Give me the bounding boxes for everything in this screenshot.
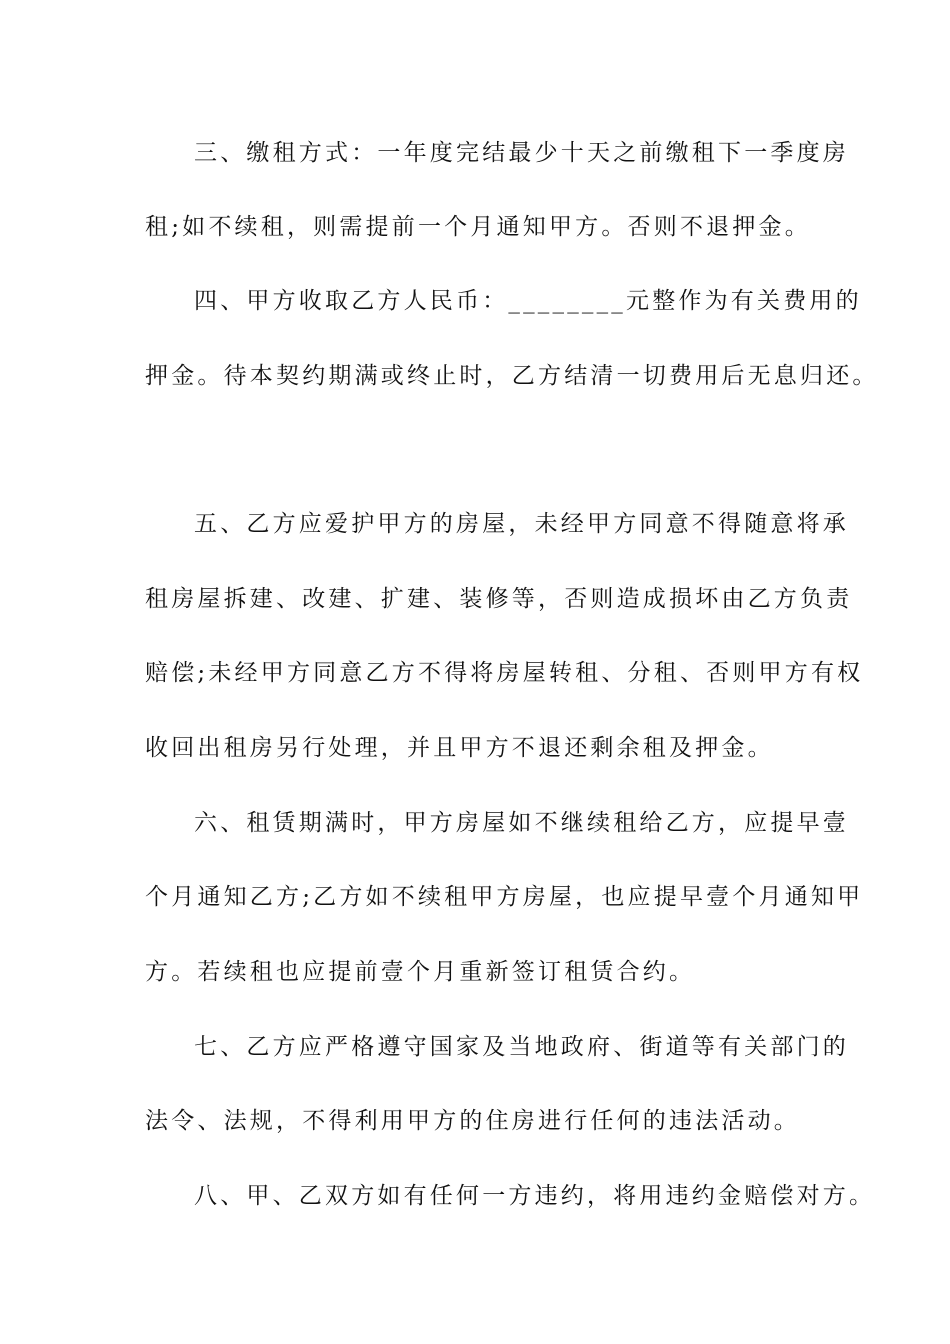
clause-7-line-1: 七、乙方应严格遵守国家及当地政府、街道等有关部门的 bbox=[194, 1034, 849, 1060]
clause-6-line-3: 方。若续租也应提前壹个月重新签订租赁合约。 bbox=[145, 959, 696, 985]
clause-4-line-1: 四、甲方收取乙方人民币：________元整作为有关费用的 bbox=[194, 288, 862, 314]
clause-3-line-2: 租;如不续租，则需提前一个月通知甲方。否则不退押金。 bbox=[145, 214, 811, 240]
clause-7-line-2: 法令、法规，不得利用甲方的住房进行任何的违法活动。 bbox=[145, 1108, 800, 1134]
clause-4-line-2: 押金。待本契约期满或终止时，乙方结清一切费用后无息归还。 bbox=[145, 363, 879, 389]
clause-3-line-1: 三、缴租方式：一年度完结最少十天之前缴租下一季度房 bbox=[194, 140, 849, 166]
clause-5-line-3: 赔偿;未经甲方同意乙方不得将房屋转租、分租、否则甲方有权 bbox=[145, 660, 864, 686]
clause-6-line-1: 六、租赁期满时，甲方房屋如不继续租给乙方，应提早壹 bbox=[194, 810, 849, 836]
clause-5-line-2: 租房屋拆建、改建、扩建、装修等，否则造成损坏由乙方负责 bbox=[145, 586, 853, 612]
clause-6-line-2: 个月通知乙方;乙方如不续租甲方房屋，也应提早壹个月通知甲 bbox=[145, 884, 864, 910]
clause-8-line-1: 八、甲、乙双方如有任何一方违约，将用违约金赔偿对方。 bbox=[194, 1183, 876, 1209]
clause-5-line-4: 收回出租房另行处理，并且甲方不退还剩余租及押金。 bbox=[145, 735, 774, 761]
clause-5-line-1: 五、乙方应爱护甲方的房屋，未经甲方同意不得随意将承 bbox=[194, 511, 849, 537]
